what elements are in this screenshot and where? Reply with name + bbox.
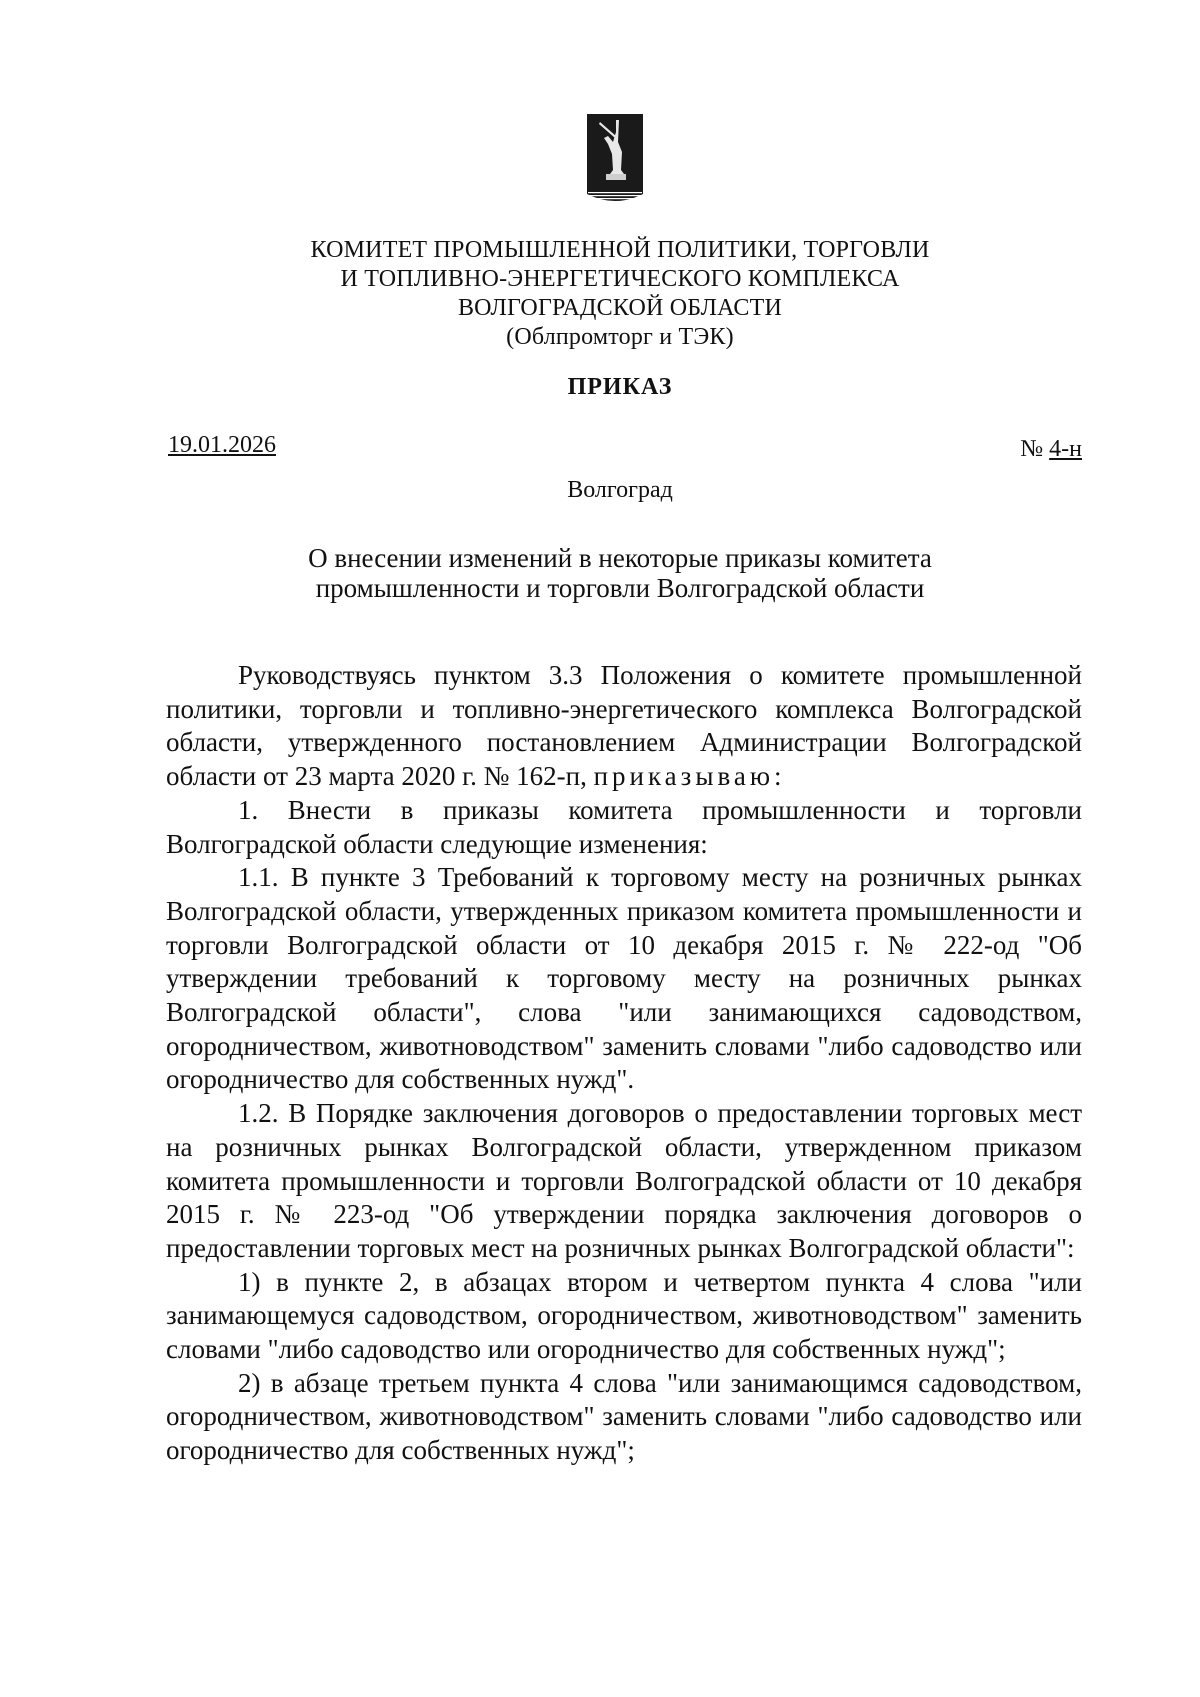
- preamble-text: Руководствуясь пунктом 3.3 Положения о комитете промышленной политики, торговли и топливно-энергетического комплекса Волгоградской области, утвержденного постановлением Администрации Волгоградской области от 23 марта 2020 г. № 162-п,: [166, 660, 1082, 792]
- document-date: 19.01.2026: [168, 432, 276, 458]
- document-city: Волгоград: [567, 477, 673, 503]
- subject-line-2: промышленности и торговли Волгоградской области: [315, 573, 925, 603]
- number-prefix: №: [1020, 436, 1050, 462]
- paragraph-subitem-2: 2) в абзаце третьем пункта 4 слова "или занимающимся садоводством, огородничеством, животноводством" заменить словами "либо садоводство или огородничество для собственных нужд";: [166, 1367, 1082, 1466]
- document-body: [166, 659, 1082, 1468]
- number-value: 4-н: [1049, 436, 1082, 462]
- subject-line-1: О внесении изменений в некоторые приказы комитета: [308, 543, 932, 573]
- paragraph-subitem-1: 1) в пункте 2, в абзацах втором и четвертом пункта 4 слова "или занимающемуся садоводством, огородничеством, животноводством" заменить словами "либо садоводство или огородничество для собственных нужд";: [166, 1266, 1082, 1365]
- paragraph-1-1: 1.1. В пункте 3 Требований к торговому месту на розничных рынках Волгоградской области, утвержденных приказом комитета промышленности и торговли Волгоградской области от 10 декабря 2015 г. № 222-од "Об утверждении требований к торговому месту на розничных рынках Волгоградской области", слова "или занимающихся садоводством, огородничеством, животноводством" заменить словами "либо садоводство или огородничество для собственных нужд".: [166, 862, 1082, 1095]
- preamble-order-word: приказываю:: [593, 761, 786, 792]
- organization-name: [200, 236, 1040, 352]
- document-subject: [180, 543, 1060, 603]
- paragraph-1: 1. Внести в приказы комитета промышленности и торговли Волгоградской области следующие изменения:: [166, 794, 1082, 859]
- document-number: [1020, 436, 1082, 463]
- org-line-3: ВОЛГОГРАДСКОЙ ОБЛАСТИ: [457, 295, 783, 321]
- document-type-title: ПРИКАЗ: [567, 374, 673, 400]
- volgograd-coat-of-arms-icon: [586, 112, 644, 207]
- org-line-2: И ТОПЛИВНО-ЭНЕРГЕТИЧЕСКОГО КОМПЛЕКСА: [340, 266, 900, 292]
- paragraph-1-2: 1.2. В Порядке заключения договоров о предоставлении торговых мест на розничных рынках Волгоградской области, утвержденном приказом комитета промышленности и торговли Волгоградской области от 10 декабря 2015 г. № 223-од "Об утверждении порядка заключения договоров о предоставлении торговых мест на розничных рынках Волгоградской области":: [166, 1098, 1082, 1263]
- org-short-name: (Облпромторг и ТЭК): [506, 324, 734, 350]
- paragraph-preamble: [166, 659, 1082, 794]
- org-line-1: КОМИТЕТ ПРОМЫШЛЕННОЙ ПОЛИТИКИ, ТОРГОВЛИ: [310, 237, 930, 263]
